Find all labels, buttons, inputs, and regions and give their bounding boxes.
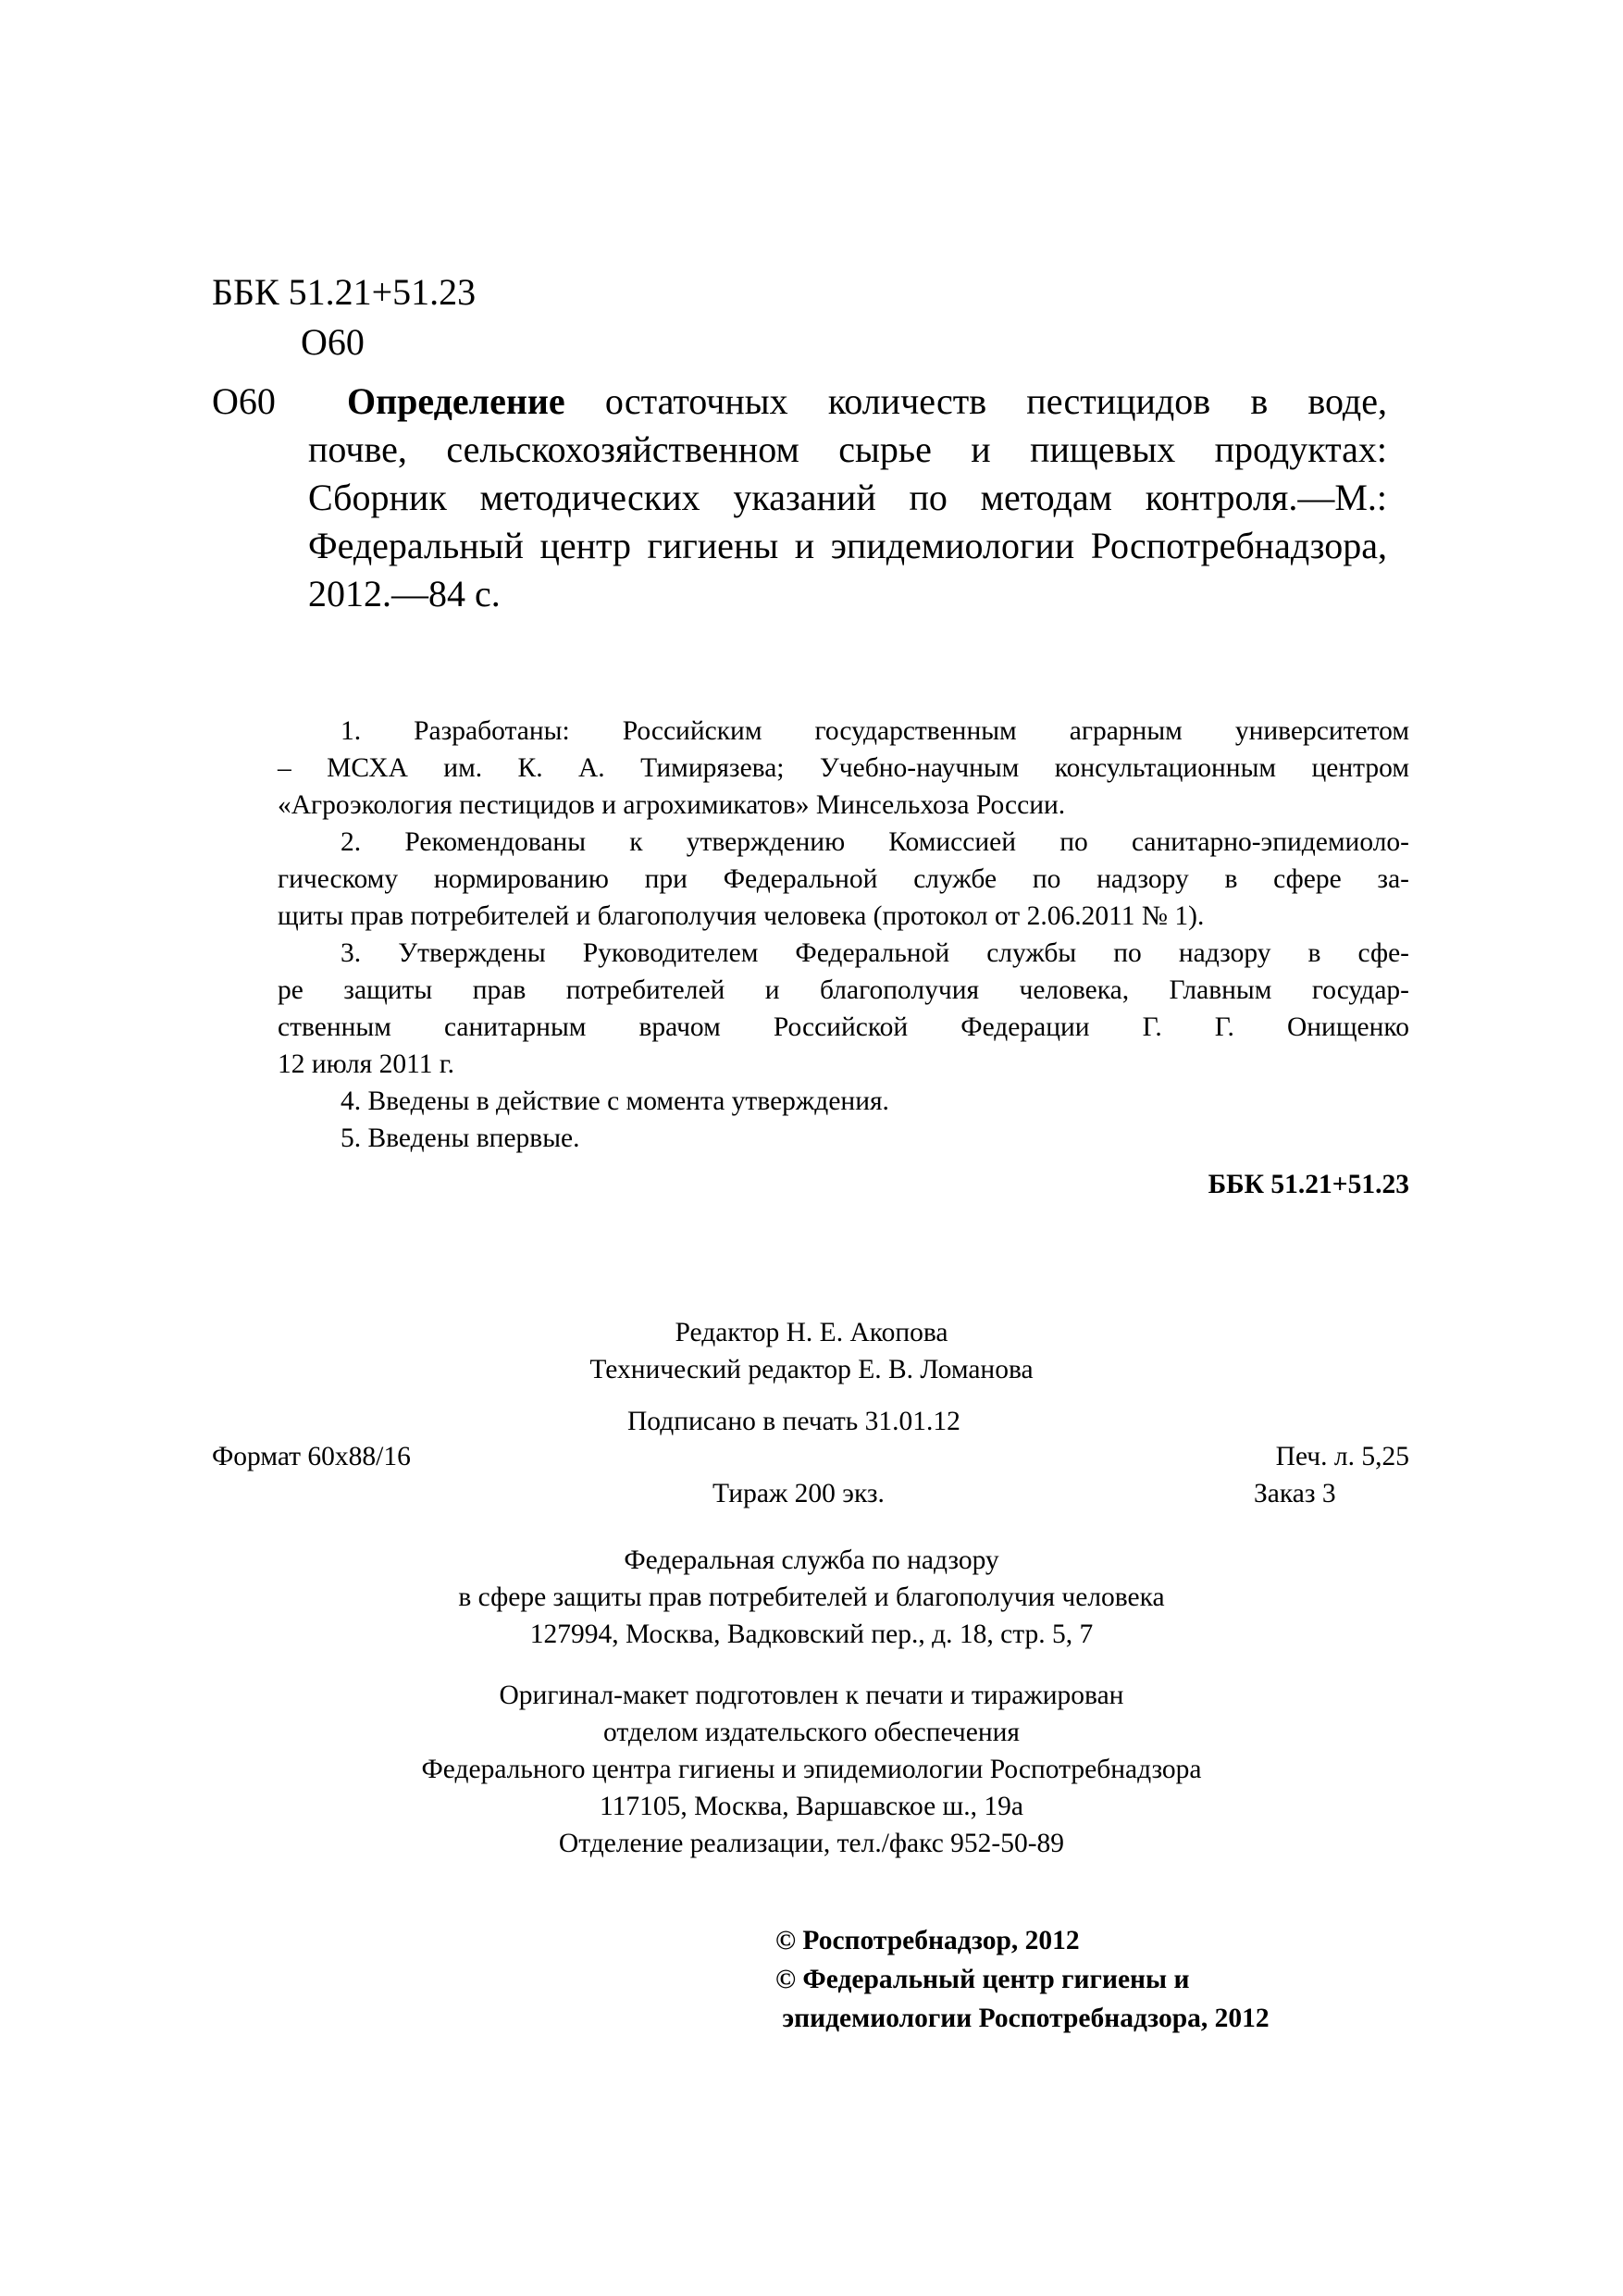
entry-line-2: почве, сельскохозяйственном сырье и пищевых продуктах: <box>308 428 1387 470</box>
signed-line: Подписано в печать 31.01.12 <box>627 1407 960 1436</box>
editor-line: Редактор Н. Е. Акопова <box>675 1318 948 1347</box>
note-3 <box>278 935 1409 1083</box>
tech-editor-line: Технический редактор Е. В. Ломанова <box>589 1355 1034 1384</box>
note-line: гическому нормированию при Федеральной службе по надзору в сфере за- <box>278 864 1409 894</box>
note-line: 5. Введены впервые. <box>341 1123 580 1153</box>
copyright-block <box>775 1922 1270 2039</box>
note-2 <box>278 824 1409 935</box>
copyright-line: © Роспотребнадзор, 2012 <box>775 1926 1080 1955</box>
copyright-line: эпидемиологии Роспотребнадзора, 2012 <box>775 2004 1270 2033</box>
note-1 <box>278 713 1409 824</box>
format-line: Формат 60x88/16 <box>212 1442 411 1471</box>
entry-code: О60 <box>212 380 276 422</box>
publisher-block <box>0 1542 1623 1653</box>
entry-line-1 <box>212 378 1387 426</box>
author-mark: О60 <box>301 321 365 363</box>
publisher-line: в сфере защиты прав потребителей и благополучия человека <box>458 1582 1165 1612</box>
entry-line-4: Федеральный центр гигиены и эпидемиологии Роспотребнадзора, <box>308 525 1387 566</box>
bbk-index-bold: ББК 51.21+51.23 <box>1208 1170 1409 1199</box>
notes-block <box>278 713 1409 1157</box>
printer-line: Федерального центра гигиены и эпидемиологии Роспотребнадзора <box>421 1755 1202 1784</box>
printer-line: Оригинал-макет подготовлен к печати и тиражирован <box>499 1681 1124 1710</box>
bibliographic-entry <box>212 378 1387 618</box>
note-line: 2. Рекомендованы к утверждению Комиссией по санитарно-эпидемиоло- <box>341 827 1409 857</box>
note-line: 3. Утверждены Руководителем Федеральной службы по надзору в сфе- <box>341 938 1409 968</box>
order-line: Заказ 3 <box>1254 1479 1336 1508</box>
bbk-index: ББК 51.21+51.23 <box>212 271 477 313</box>
entry-line-3: Сборник методических указаний по методам контроля.—М.: <box>308 477 1387 518</box>
entry-line-5: 2012.—84 с. <box>308 573 501 614</box>
entry-line-1-text: остаточных количеств пестицидов в воде, <box>604 380 1388 422</box>
printer-line: отделом издательского обеспечения <box>602 1718 1020 1747</box>
note-line: ре защиты прав потребителей и благополучия человека, Главным государ- <box>278 975 1409 1005</box>
printer-block <box>0 1677 1623 1862</box>
printer-line: Отделение реализации, тел./факс 952-50-89 <box>558 1829 1065 1858</box>
publisher-line: Федеральная служба по надзору <box>624 1545 999 1575</box>
entry-title-bold: Определение <box>347 380 565 422</box>
sheets-line: Печ. л. 5,25 <box>1275 1442 1409 1471</box>
printer-line: 117105, Москва, Варшавское ш., 19а <box>600 1792 1023 1821</box>
publisher-line: 127994, Москва, Вадковский пер., д. 18, стр. 5, 7 <box>529 1620 1094 1649</box>
note-line: ственным санитарным врачом Российской Федерации Г. Г. Онищенко <box>278 1012 1409 1042</box>
note-line: 4. Введены в действие с момента утверждения. <box>341 1086 889 1116</box>
note-line: «Агроэкология пестицидов и агрохимикатов» Минсельхоза России. <box>278 790 1066 820</box>
note-line: щиты прав потребителей и благополучия человека (протокол от 2.06.2011 № 1). <box>278 901 1205 931</box>
run-line: Тираж 200 экз. <box>712 1479 885 1508</box>
note-line: 1. Разработаны: Российским государственным аграрным университетом <box>341 716 1409 746</box>
note-5 <box>278 1120 1409 1157</box>
copyright-line: © Федеральный центр гигиены и <box>775 1965 1190 1994</box>
note-line: – МСХА им. К. А. Тимирязева; Учебно-научным консультационным центром <box>278 753 1409 783</box>
note-4 <box>278 1083 1409 1120</box>
note-line: 12 июля 2011 г. <box>278 1049 455 1079</box>
